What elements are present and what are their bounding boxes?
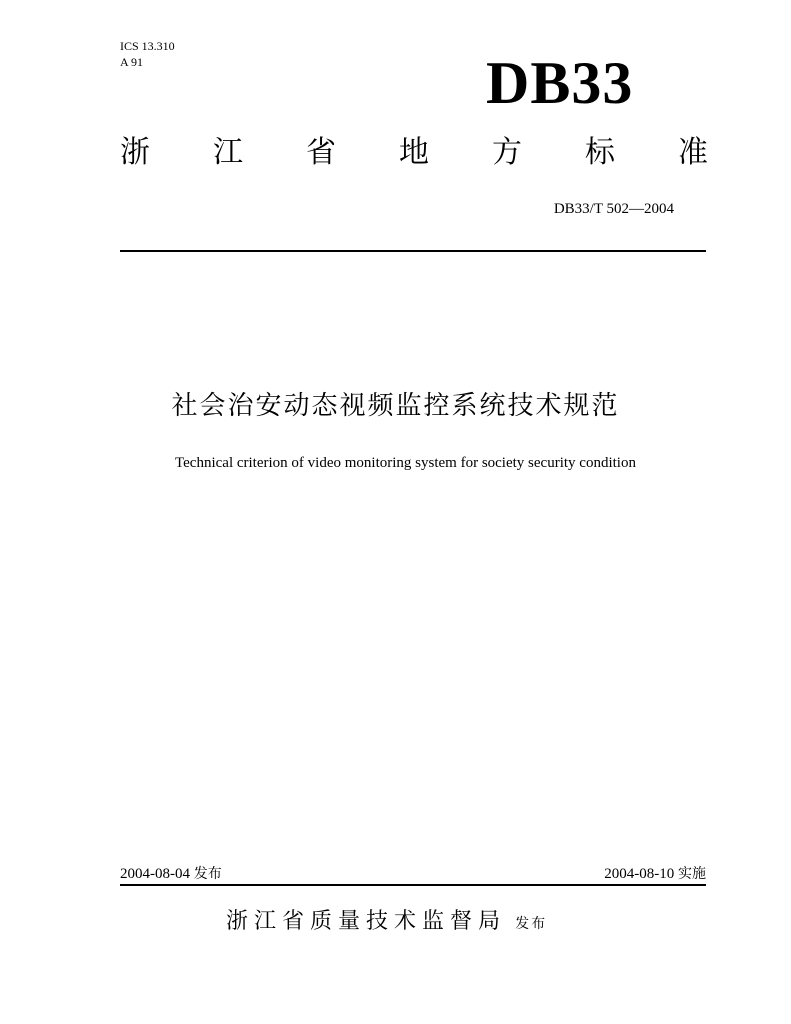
publisher-label: 发布 bbox=[515, 916, 548, 932]
classification-codes bbox=[120, 38, 175, 70]
standard-type-char: 准 bbox=[678, 135, 708, 170]
document-title-en: Technical criterion of video monitoring system for society security condition bbox=[175, 455, 636, 471]
standard-type-char: 江 bbox=[213, 135, 243, 170]
standard-type-char: 方 bbox=[492, 135, 522, 170]
effective-label: 实施 bbox=[678, 866, 706, 882]
document-title-zh: 社会治安动态视频监控系统技术规范 bbox=[171, 391, 620, 421]
issue-date-block bbox=[120, 864, 222, 884]
standard-type-char: 地 bbox=[399, 135, 429, 170]
effective-date-block bbox=[604, 864, 706, 884]
standard-type-title bbox=[120, 133, 708, 173]
issue-date: 2004-08-04 bbox=[120, 866, 190, 882]
date-line bbox=[120, 864, 706, 884]
ics-code: ICS 13.310 bbox=[120, 39, 175, 53]
publisher-org: 浙江省质量技术监督局 bbox=[226, 909, 507, 934]
effective-date: 2004-08-10 bbox=[604, 866, 675, 882]
standard-type-char: 浙 bbox=[120, 135, 150, 170]
standard-code-logo: DB33 bbox=[486, 50, 634, 116]
standard-number: DB33/T 502—2004 bbox=[553, 201, 674, 217]
standard-type-char: 标 bbox=[585, 135, 615, 170]
publisher-line bbox=[226, 905, 547, 939]
header-divider bbox=[120, 250, 706, 252]
footer-divider bbox=[120, 884, 706, 886]
issue-label: 发布 bbox=[193, 866, 222, 882]
standard-type-char: 省 bbox=[306, 135, 336, 170]
category-code: A 91 bbox=[120, 55, 144, 69]
